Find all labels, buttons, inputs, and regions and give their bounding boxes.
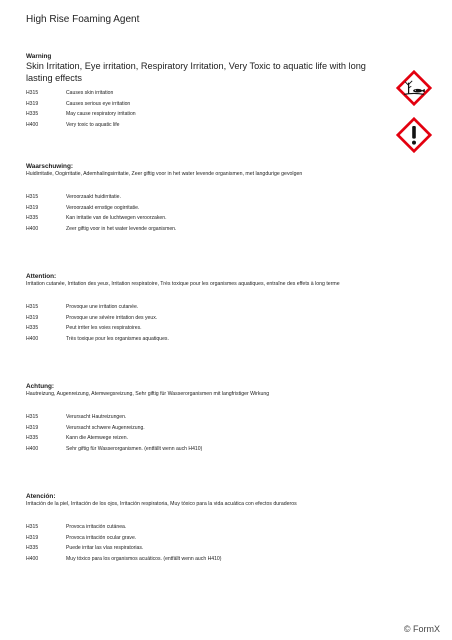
hazard-text: Puede irritar las vías respiratorias.	[66, 545, 144, 551]
hazard-code: H400	[26, 335, 39, 342]
hazard-code: H335	[26, 111, 39, 117]
signal-word: Warning	[26, 53, 52, 60]
hazard-statement-row	[26, 88, 391, 99]
hazard-statement-row	[26, 192, 391, 203]
hazard-statement-list	[26, 522, 391, 564]
hazard-statement-list	[26, 412, 391, 454]
hazard-statement-row	[26, 543, 391, 554]
hazard-text: Kann die Atemwege reizen.	[66, 435, 129, 441]
hazard-statement-row	[26, 412, 391, 423]
environment-hazard-icon	[396, 70, 432, 106]
hazard-code: H400	[26, 445, 39, 452]
hazard-text: Muy tóxico para los organismos acuáticos. (entfällt wenn auch H410)	[66, 555, 222, 562]
hazard-text: Verursacht schwere Augenreizung.	[66, 424, 145, 431]
hazard-text: Provoque une sévère irritation des yeux.	[66, 314, 158, 321]
signal-word: Attention:	[26, 273, 57, 280]
hazard-text: Zeer giftig voor in het water levende organismen.	[66, 225, 177, 232]
hazard-text: Veroorzaakt ernstige oogirritatie.	[66, 204, 140, 211]
footer-copyright: © FormX	[403, 624, 440, 634]
hazard-code: H315	[26, 524, 39, 530]
hazard-statement-row	[26, 433, 391, 444]
hazard-statement-row	[26, 203, 391, 214]
hazard-section-french	[26, 273, 391, 344]
hazard-code: H319	[26, 100, 39, 107]
signal-word: Achtung:	[26, 383, 55, 390]
hazard-text: Causes skin irritation	[66, 90, 114, 96]
hazard-statement-row	[26, 109, 391, 120]
hazard-statement-row	[26, 120, 391, 131]
hazard-code: H319	[26, 534, 39, 541]
hazard-code: H319	[26, 314, 39, 321]
hazard-text: Provoca irritación ocular grave.	[66, 534, 137, 541]
hazard-text: Veroorzaakt huidirritatie.	[66, 194, 121, 200]
hazard-text: Verursacht Hautreizungen.	[66, 414, 127, 420]
hazard-statement-row	[26, 444, 391, 455]
hazard-summary: Irritation cutanée, Irritation des yeux, Irritation respiratoire, Très toxique pour les organismes aquatiques, entraîne des effets à long terme	[26, 281, 340, 287]
hazard-code: H315	[26, 414, 39, 420]
hazard-code: H400	[26, 121, 39, 128]
hazard-code: H319	[26, 424, 39, 431]
hazard-statement-row	[26, 522, 391, 533]
ghs-pictograms	[396, 70, 436, 164]
hazard-section-english	[26, 53, 391, 130]
hazard-statement-row	[26, 423, 391, 434]
hazard-statement-row	[26, 554, 391, 565]
hazard-section-spanish	[26, 493, 391, 564]
hazard-statement-row	[26, 313, 391, 324]
hazard-code: H335	[26, 435, 39, 441]
hazard-code: H400	[26, 225, 39, 232]
hazard-text: Peut irriter les voies respiratoires.	[66, 325, 142, 331]
hazard-text: Causes serious eye irritation	[66, 100, 131, 107]
hazard-text: Provoque une irritation cutanée.	[66, 304, 139, 310]
hazard-statement-list	[26, 192, 391, 234]
hazard-statement-row	[26, 99, 391, 110]
hazard-text: May cause respiratory irritation	[66, 111, 136, 117]
signal-word: Waarschuwing:	[26, 163, 73, 170]
hazard-statement-row	[26, 224, 391, 235]
hazard-text: Very toxic to aquatic life	[66, 121, 120, 128]
hazard-summary: Skin Irritation, Eye irritation, Respiratory Irritation, Very Toxic to aquatic life with long lasting effects	[26, 61, 366, 83]
hazard-text: Provoca irritación cutánea.	[66, 524, 127, 530]
hazard-statement-row	[26, 323, 391, 334]
hazard-statement-row	[26, 302, 391, 313]
exclamation-mark-icon	[396, 117, 432, 153]
hazard-code: H400	[26, 555, 39, 562]
hazard-text: Kan irritatie van de luchtwegen veroorzaken.	[66, 215, 167, 221]
hazard-section-german	[26, 383, 391, 454]
hazard-statement-row	[26, 213, 391, 224]
hazard-code: H319	[26, 204, 39, 211]
hazard-summary: Huidirritatie, Oogirritatie, Ademhalingsirritatie, Zeer giftig voor in het water levende organismen, met langdurige gevolgen	[26, 171, 303, 177]
document-title: High Rise Foaming Agent	[26, 14, 140, 25]
hazard-code: H335	[26, 325, 39, 331]
hazard-summary: Irritación de la piel, Irritación de los ojos, Irritación respiratoria, Muy tóxico para la vida acuática con efectos duraderos	[26, 501, 297, 507]
hazard-code: H315	[26, 90, 39, 96]
hazard-code: H335	[26, 215, 39, 221]
hazard-section-dutch	[26, 163, 391, 234]
hazard-statement-row	[26, 533, 391, 544]
hazard-statement-row	[26, 334, 391, 345]
hazard-code: H315	[26, 194, 39, 200]
hazard-code: H335	[26, 545, 39, 551]
hazard-text: Très toxique pour les organismes aquatiques.	[66, 335, 169, 342]
hazard-text: Sehr giftig für Wasserorganismen. (entfällt wenn auch H410)	[66, 445, 203, 452]
hazard-summary: Hautreizung, Augenreizung, Atemwegsreizung, Sehr giftig für Wasserorganismen mit langfristiger Wirkung	[26, 391, 270, 397]
signal-word: Atención:	[26, 493, 56, 500]
hazard-statement-list	[26, 302, 391, 344]
hazard-statement-list	[26, 88, 391, 130]
hazard-code: H315	[26, 304, 39, 310]
